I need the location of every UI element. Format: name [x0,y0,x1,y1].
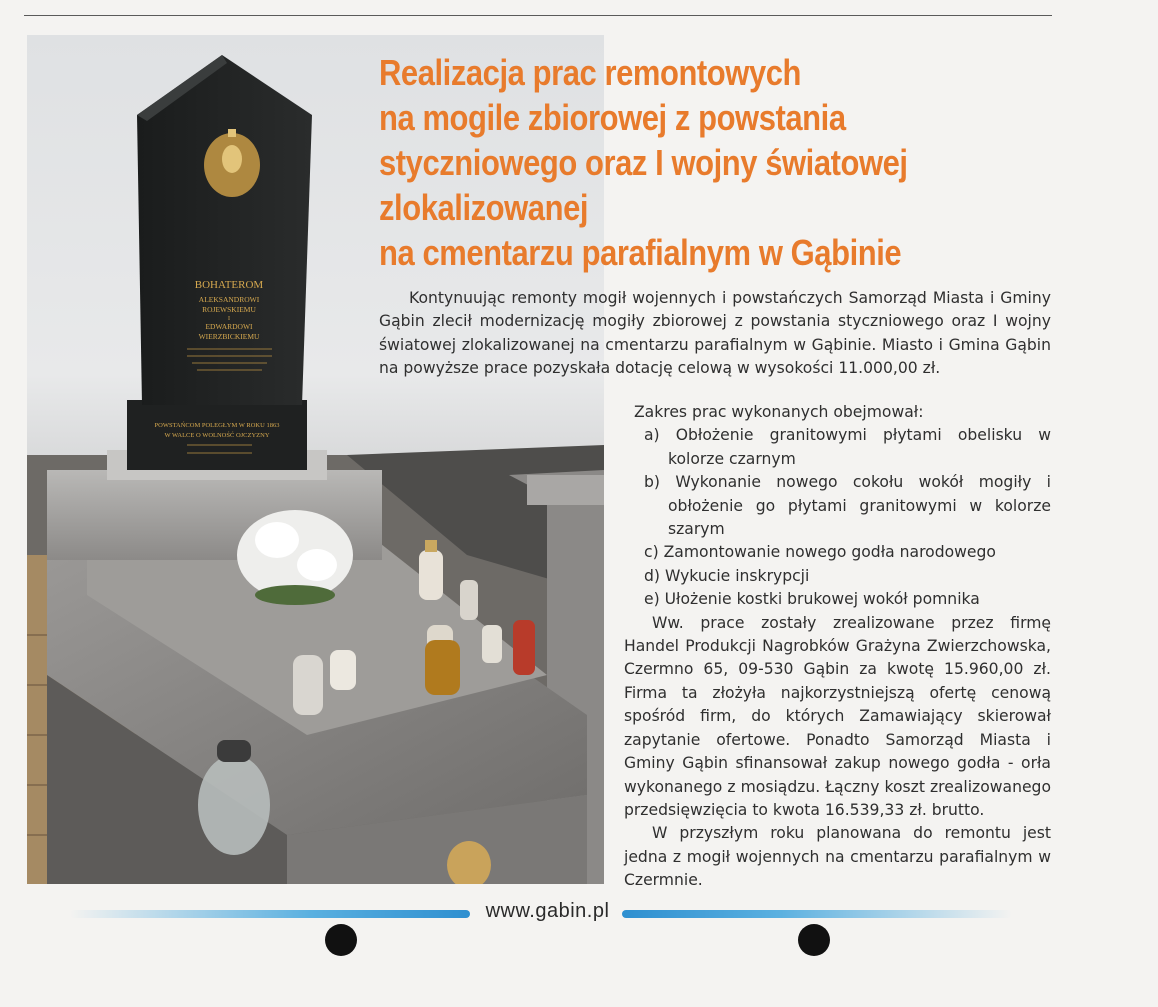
binding-hole [798,924,830,956]
contractor-paragraph: Ww. prace zostały zrealizowane przez firmę Handel Produkcji Nagrobków Grażyna Zwierzchowska, Czermno 65, 09-530 Gąbin za kwotę 15.960,00 zł. Firma ta złożyła najkorzystniejszą ofertę cenową spośród firm, do których Zamawiający skierował zapytanie ofertowe. Ponadto Samorząd Miasta i Gminy Gąbin sfinansował zakup nowego godła - orła wykonanego z mosiądzu. Łączny koszt zrealizowanego przedsięwzięcia to kwota 16.539,33 zł. brutto. [624,613,1051,819]
footer-url[interactable]: www.gabin.pl [485,900,610,922]
list-item: b) Wykonanie nowego cokołu wokół mogiły i obłożenie go płytami granitowymi w kolorze szarym [644,473,1051,539]
title-line: na mogile zbiorowej z powstania [379,97,846,138]
top-rule [24,15,1052,16]
title-line: na cmentarzu parafialnym w Gąbinie [379,232,902,273]
next-year-paragraph: W przyszłym roku planowana do remontu jest jedna z mogił wojennych na cmentarzu parafialnym w Czermnie. [624,824,1051,890]
binding-hole [325,924,357,956]
title-line: styczniowego oraz I wojny światowej [379,142,908,183]
inscription-line: BOHATEROM [194,279,264,291]
footer-bar-left [70,910,470,918]
list-item: c) Zamontowanie nowego godła narodowego [644,543,996,562]
inscription-line: I [228,316,230,322]
inscription-line: W WALCE O WOLNOŚĆ OJCZYZNY [164,432,270,439]
scope-list [624,424,1051,611]
inscription-line: POWSTAŃCOM POLEGŁYM W ROKU 1863 [154,422,280,429]
inscription-line: WIERZBICKIEMU [198,332,260,341]
inscription-line: EDWARDOWI [205,322,253,331]
footer-bar-right [622,910,1012,918]
scope-heading: Zakres prac wykonanych obejmował: [634,403,924,421]
list-item: d) Wykucie inskrypcji [644,566,810,585]
list-item: e) Ułożenie kostki brukowej wokół pomnika [644,590,980,609]
scope-column [624,401,1051,893]
inscription-line: ALEKSANDROWI [198,295,260,304]
list-item: a) Obłożenie granitowymi płytami obelisku w kolorze czarnym [644,426,1051,468]
article-title [379,50,964,275]
title-line: Realizacja prac remontowych [379,52,802,93]
inscription-line: ROJEWSKIEMU [202,305,256,314]
title-line: zlokalizowanej [379,187,589,228]
intro-paragraph: Kontynuując remonty mogił wojennych i powstańczych Samorząd Miasta i Gminy Gąbin zlecił modernizację mogiły zbiorowej z powstania styczniowego oraz I wojny światowej zlokalizowanej na cmentarzu parafialnym w Gąbinie. Miasto i Gmina Gąbin na powyższe prace pozyskała dotację celową w wysokości 11.000,00 zł. [379,289,1051,378]
